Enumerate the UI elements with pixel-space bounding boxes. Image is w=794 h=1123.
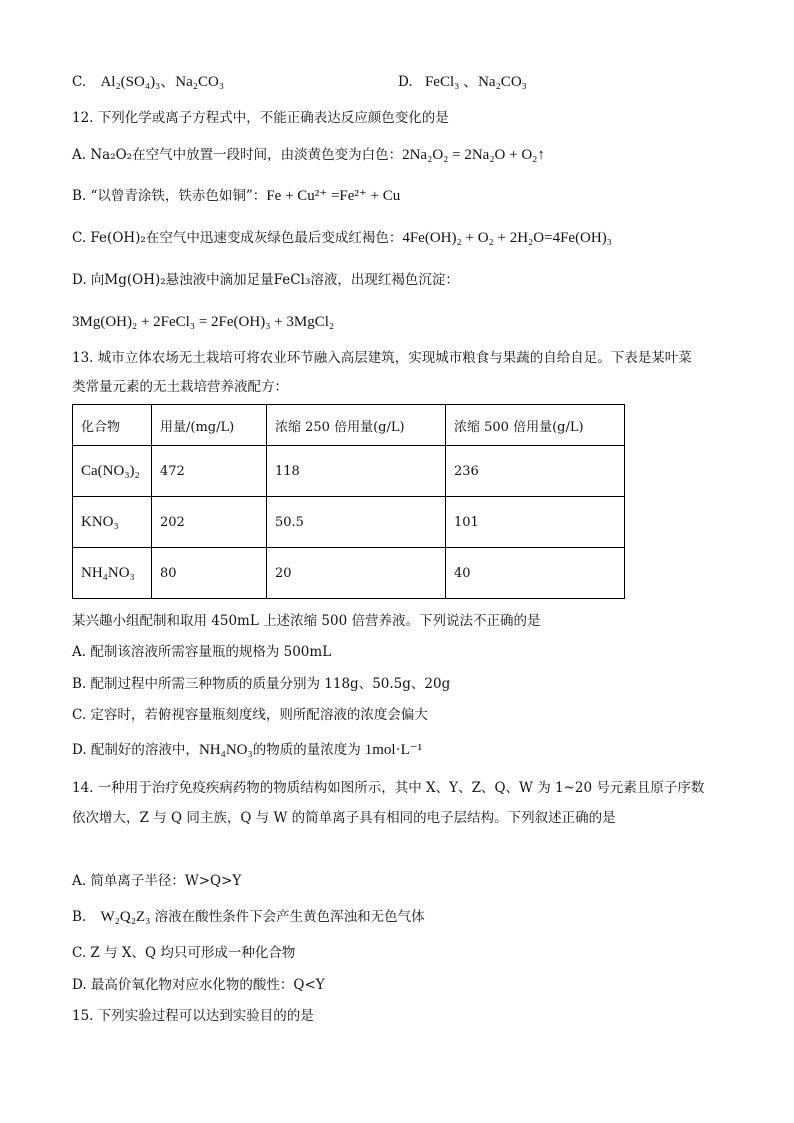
q13-stem-line2: 类常量元素的无土栽培营养液配方： xyxy=(72,379,288,395)
q13-option-a: A. 配制该溶液所需容量瓶的规格为 500mL xyxy=(72,644,332,660)
option-text: D. 配制好的溶液中， xyxy=(72,742,199,758)
table-cell: 40 xyxy=(446,548,625,599)
q13-option-b: B. 配制过程中所需三种物质的质量分别为 118g、50.5g、20g xyxy=(72,676,451,692)
table-header-cell: 浓缩 500 倍用量(g/L) xyxy=(446,405,625,446)
nutrient-table xyxy=(72,404,625,599)
q12-stem: 12. 下列化学或离子方程式中，不能正确表达反应颜色变化的是 xyxy=(72,110,449,126)
q15-stem: 15. 下列实验过程可以达到实验目的的是 xyxy=(72,1008,314,1024)
table-cell: 118 xyxy=(267,446,446,497)
q14-option-a: A. 简单离子半径：W>Q>Y xyxy=(72,873,242,889)
option-formula: FeCl₃ 、Na₂CO₃ xyxy=(424,74,527,90)
equation: Fe + Cu²⁺ =Fe²⁺ + Cu xyxy=(266,188,401,204)
q14-option-b xyxy=(72,907,425,927)
q12-option-b xyxy=(72,186,400,206)
table-cell: 80 xyxy=(152,548,267,599)
q14-option-d: D. 最高价氧化物对应水化物的酸性：Q<Y xyxy=(72,977,325,993)
option-formula: Al₂(SO₄)₃、Na₂CO₃ xyxy=(100,74,225,90)
q12-option-d: D. 向Mg(OH)₂悬浊液中滴加足量FeCl₃溶液，出现红褐色沉淀： xyxy=(72,272,459,288)
q13-stem-line1: 13. 城市立体农场无土栽培可将农业环节融入高层建筑，实现城市粮食与果蔬的自给自足。下表是某叶菜 xyxy=(72,350,692,366)
q12-option-d-equation: 3Mg(OH)₂ + 2FeCl₃ = 2Fe(OH)₃ + 3MgCl₂ xyxy=(72,314,335,330)
table-cell: Ca(NO₃)₂ xyxy=(73,446,152,497)
option-text: C. Fe(OH)₂在空气中迅速变成灰绿色最后变成红褐色： xyxy=(72,230,403,246)
compound-formula: W₂Q₂Z₃ xyxy=(100,909,151,925)
q12-option-a xyxy=(72,145,545,165)
q14-stem-line2: 依次增大，Z 与 Q 同主族，Q 与 W 的简单离子具有相同的电子层结构。下列叙述正确的是 xyxy=(72,810,616,826)
equation: 4Fe(OH)₂ + O₂ + 2H₂O=4Fe(OH)₃ xyxy=(402,230,612,246)
table-header-cell: 化合物 xyxy=(73,405,152,446)
table-header-cell: 浓缩 250 倍用量(g/L) xyxy=(267,405,446,446)
table-header-cell: 用量/(mg/L) xyxy=(152,405,267,446)
option-letter: C. xyxy=(72,74,87,90)
table-row xyxy=(73,497,625,548)
table-cell: 101 xyxy=(446,497,625,548)
table-cell: 236 xyxy=(446,446,625,497)
q13-option-d xyxy=(72,740,422,760)
q13-after-table: 某兴趣小组配制和取用 450mL 上述浓缩 500 倍营养液。下列说法不正确的是 xyxy=(72,613,541,629)
option-text: 的物质的量浓度为 xyxy=(252,742,361,758)
option-text: B. “以曾青涂铁，铁赤色如铜”： xyxy=(72,188,267,204)
species-formula: NH₄NO₃ xyxy=(198,742,253,758)
q14-option-c: C. Z 与 X、Q 均只可形成一种化合物 xyxy=(72,945,296,961)
table-cell: 472 xyxy=(152,446,267,497)
q12-option-c xyxy=(72,228,612,248)
option-letter: D. xyxy=(398,74,413,90)
table-cell: KNO₃ xyxy=(73,497,152,548)
option-text: A. Na₂O₂在空气中放置一段时间，由淡黄色变为白色： xyxy=(72,147,403,163)
table-row xyxy=(73,446,625,497)
option-text: 溶液在酸性条件下会产生黄色浑浊和无色气体 xyxy=(154,909,425,925)
q14-stem-line1: 14. 一种用于治疗免疫疾病药物的物质结构如图所示，其中 X、Y、Z、Q、W 为 1~20 号元素且原子序数 xyxy=(72,780,705,796)
equation: 2Na₂O₂ = 2Na₂O + O₂↑ xyxy=(402,147,545,163)
concentration-value: 1mol·L⁻¹ xyxy=(364,742,423,758)
table-cell: NH₄NO₃ xyxy=(73,548,152,599)
option-11d xyxy=(398,72,527,92)
table-cell: 20 xyxy=(267,548,446,599)
option-11c xyxy=(72,72,224,92)
table-cell: 50.5 xyxy=(267,497,446,548)
option-letter: B. xyxy=(72,909,87,925)
q13-option-c: C. 定容时，若俯视容量瓶刻度线，则所配溶液的浓度会偏大 xyxy=(72,707,428,723)
table-row xyxy=(73,548,625,599)
table-header-row xyxy=(73,405,625,446)
table-cell: 202 xyxy=(152,497,267,548)
